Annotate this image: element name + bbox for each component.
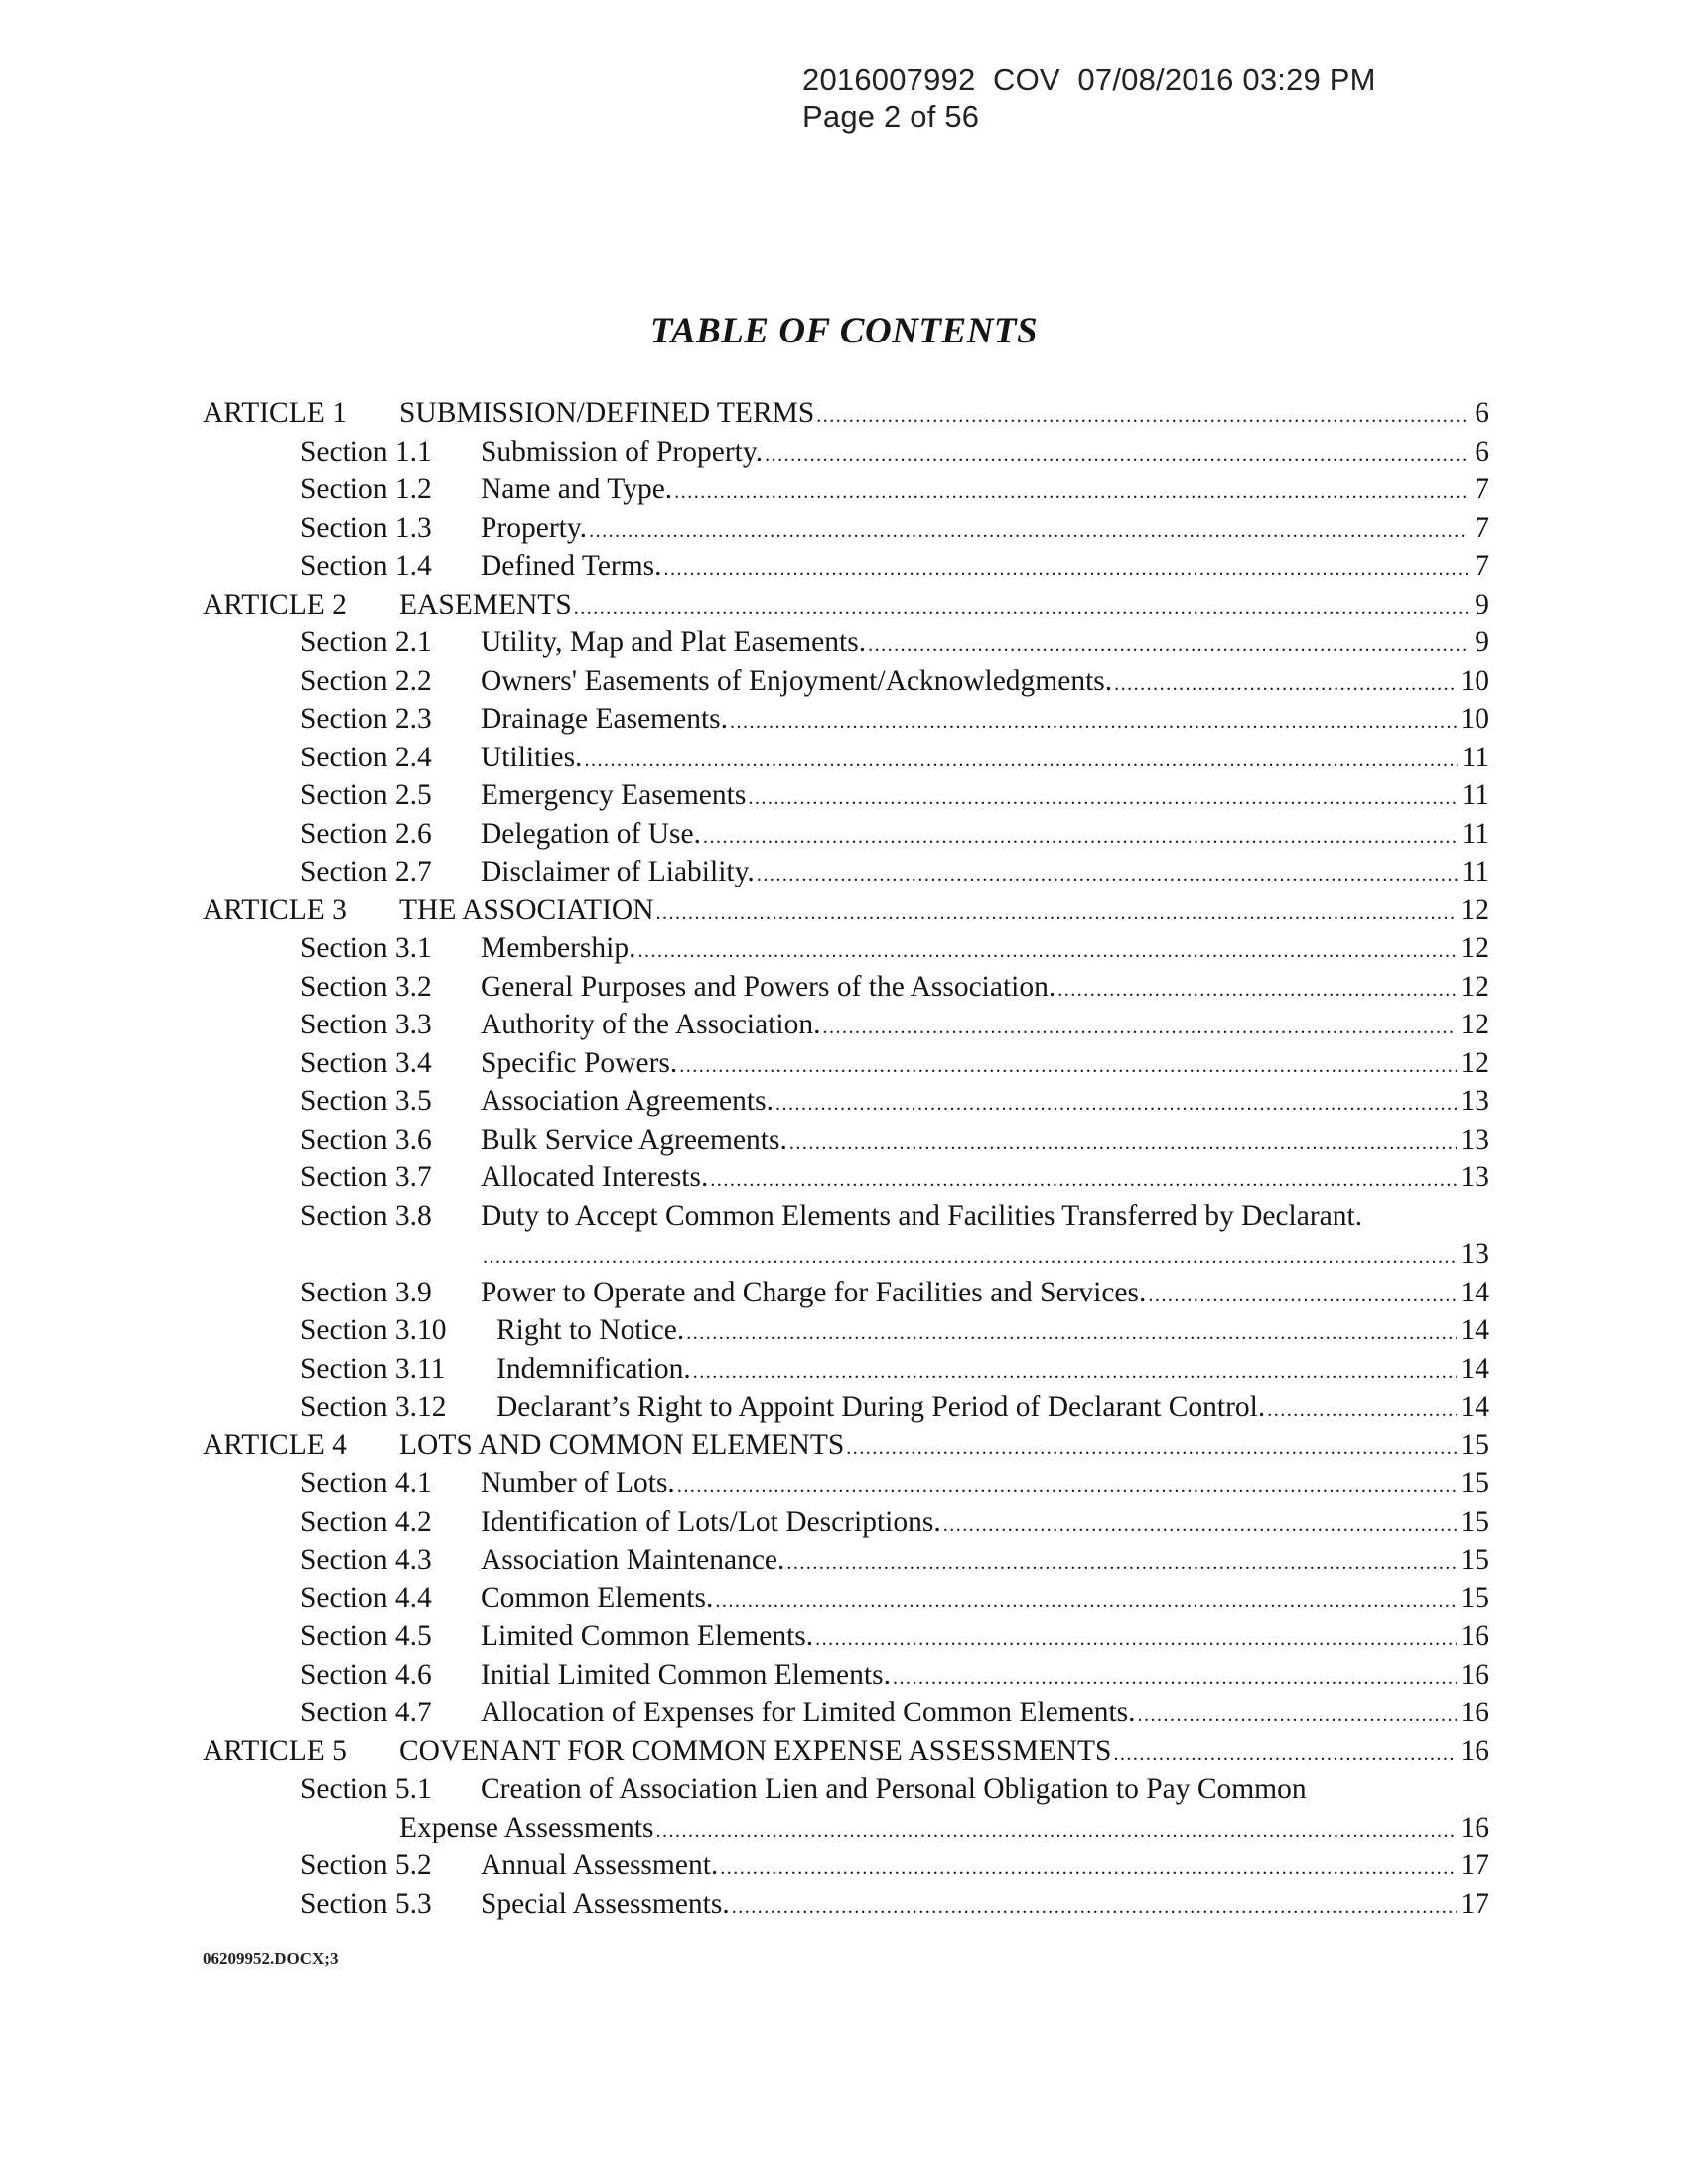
toc-entry-title: COVENANT FOR COMMON EXPENSE ASSESSMENTS (399, 1734, 1112, 1767)
toc-page-number: 14 (1460, 1352, 1489, 1385)
toc-leader-dots (584, 742, 1457, 780)
toc-entry-number: Section 3.1 (300, 932, 432, 964)
toc-entry-number: Section 3.7 (300, 1161, 432, 1193)
toc-page-number: 15 (1460, 1505, 1489, 1538)
toc-entry-title: Number of Lots. (481, 1467, 675, 1499)
toc-section-row (203, 853, 1489, 891)
toc-section-row (203, 929, 1489, 968)
toc-entry-number: Section 4.4 (300, 1581, 432, 1614)
toc-leader-dots (775, 1085, 1457, 1124)
toc-section-row (203, 1770, 1489, 1809)
toc-entry-number: Section 3.10 (300, 1314, 447, 1346)
toc-section-row (203, 1464, 1489, 1503)
toc-section-row (203, 471, 1489, 509)
toc-leader-dots (786, 1544, 1456, 1582)
toc-leader-dots (638, 932, 1457, 971)
toc-entry-title: Submission of Property. (481, 435, 764, 468)
toc-entry-number: Section 2.2 (300, 664, 432, 697)
toc-entry-title: Association Agreements. (481, 1085, 774, 1117)
toc-entry-title: SUBMISSION/DEFINED TERMS (399, 397, 815, 429)
toc-section-row (203, 1350, 1489, 1389)
toc-entry-title: Bulk Service Agreements. (481, 1123, 787, 1156)
toc-entry-number: Section 4.7 (300, 1697, 432, 1728)
toc-continuation-row (203, 1809, 1489, 1847)
toc-page-number: 13 (1460, 1123, 1489, 1156)
toc-entry-number: Section 1.3 (300, 511, 432, 544)
toc-leader-dots (757, 856, 1458, 894)
recording-stamp-line1: 2016007992 COV 07/08/2016 03:29 PM (802, 63, 1376, 97)
toc-entry-title: Specific Powers. (481, 1046, 678, 1079)
toc-section-row (203, 968, 1489, 1007)
toc-page-number: 11 (1461, 817, 1489, 850)
toc-page-number: 13 (1460, 1161, 1489, 1193)
toc-entry-title: Limited Common Elements. (481, 1620, 814, 1652)
toc-section-row (203, 1311, 1489, 1350)
toc-page-number: 11 (1461, 779, 1489, 811)
toc-leader-dots (943, 1506, 1457, 1545)
toc-page-number: 13 (1460, 1238, 1489, 1270)
toc-leader-dots (674, 474, 1468, 512)
toc-page-number: 7 (1475, 550, 1489, 582)
page-title: TABLE OF CONTENTS (649, 311, 1039, 351)
toc-entry-title: Utilities. (481, 741, 583, 773)
toc-leader-dots (1267, 1391, 1456, 1430)
toc-entry-title: Initial Limited Common Elements. (481, 1658, 891, 1691)
toc-page-number: 12 (1460, 970, 1489, 1003)
toc-section-row (203, 1388, 1489, 1427)
toc-section-row (203, 1694, 1489, 1732)
toc-page-number: 17 (1460, 1849, 1489, 1881)
toc-page-number: 16 (1460, 1734, 1489, 1767)
toc-article-row (203, 1427, 1489, 1465)
toc-leader-dots (765, 436, 1468, 475)
toc-leader-dots (655, 1812, 1456, 1850)
toc-section-row (203, 1579, 1489, 1618)
toc-entry-number: Section 2.5 (300, 779, 432, 811)
toc-page-number: 15 (1460, 1581, 1489, 1614)
toc-section-row (203, 1617, 1489, 1656)
toc-entry-title: Name and Type. (481, 474, 673, 505)
toc-entry-number: ARTICLE 5 (203, 1734, 347, 1767)
toc-entry-number: Section 4.3 (300, 1544, 432, 1575)
toc-entry-title: Identification of Lots/Lot Descriptions. (481, 1505, 941, 1538)
recording-stamp (802, 62, 1376, 135)
toc-entry-title: Expense Assessments (399, 1811, 654, 1843)
toc-leader-dots (589, 512, 1468, 551)
toc-entry-number: Section 3.3 (300, 1009, 432, 1040)
toc-entry-title: Allocated Interests. (481, 1161, 709, 1193)
toc-entry-title: Authority of the Association. (481, 1009, 821, 1040)
toc-page-number: 12 (1460, 893, 1489, 926)
toc-page-number: 12 (1460, 932, 1489, 964)
toc-page-number: 9 (1475, 588, 1489, 620)
toc-entry-number: Section 4.1 (300, 1467, 432, 1499)
toc-leader-dots (483, 1238, 1457, 1277)
toc-leader-dots (679, 1047, 1456, 1086)
toc-entry-title: Declarant’s Right to Appoint During Period of Declarant Control. (496, 1391, 1266, 1423)
toc-leader-dots (816, 397, 1468, 436)
toc-page-number: 16 (1460, 1697, 1489, 1728)
toc-page-number: 10 (1460, 664, 1489, 697)
toc-section-row (203, 776, 1489, 815)
toc-page-number: 14 (1460, 1314, 1489, 1346)
toc-page-number: 6 (1475, 435, 1489, 468)
toc-section-row (203, 509, 1489, 548)
toc-page-number: 15 (1460, 1544, 1489, 1575)
toc-leader-dots (789, 1124, 1457, 1162)
toc-entry-title: General Purposes and Powers of the Association. (481, 970, 1056, 1003)
toc-entry-number: ARTICLE 4 (203, 1429, 347, 1461)
toc-entry-title: THE ASSOCIATION (399, 893, 654, 926)
toc-entry-number: Section 3.4 (300, 1046, 432, 1079)
toc-entry-title: Annual Assessment. (481, 1849, 719, 1881)
toc-section-row (203, 700, 1489, 739)
toc-section-row (203, 1006, 1489, 1044)
toc-leader-dots (1057, 971, 1456, 1010)
toc-entry-number: Section 2.1 (300, 626, 432, 658)
toc-entry-title: Association Maintenance. (481, 1544, 785, 1575)
toc-section-row (203, 547, 1489, 586)
toc-entry-number: Section 3.9 (300, 1276, 432, 1308)
toc-entry-number: Section 1.2 (300, 474, 432, 505)
toc-entry-title: Owners' Easements of Enjoyment/Acknowledgments. (481, 664, 1113, 697)
toc-leader-dots (1113, 1735, 1456, 1774)
toc-page-number: 6 (1475, 397, 1489, 429)
toc-page-number: 7 (1475, 511, 1489, 544)
toc-leader-dots (815, 1620, 1456, 1659)
toc-entry-title: Emergency Easements (481, 779, 747, 811)
toc-section-row (203, 739, 1489, 777)
toc-page-number: 12 (1460, 1009, 1489, 1040)
toc-entry-number: Section 3.8 (300, 1199, 432, 1232)
toc-leader-dots (748, 779, 1457, 818)
toc-entry-number: ARTICLE 3 (203, 893, 347, 926)
toc-entry-title: Drainage Easements. (481, 703, 729, 735)
recording-stamp-line2: Page 2 of 56 (802, 99, 980, 134)
toc-leader-dots (686, 1314, 1456, 1353)
toc-entry-number: ARTICLE 2 (203, 588, 347, 620)
toc-leader-dots (656, 894, 1457, 933)
toc-entry-number: Section 5.1 (300, 1773, 432, 1805)
toc-entry-title: Disclaimer of Liability. (481, 856, 755, 887)
toc-page-number: 16 (1460, 1811, 1489, 1843)
toc-entry-title: Utility, Map and Plat Easements. (481, 626, 867, 658)
toc-section-row (203, 1159, 1489, 1197)
toc-entry-number: Section 3.11 (300, 1352, 446, 1385)
toc-page-number: 11 (1461, 741, 1489, 773)
toc-section-row (203, 1197, 1489, 1236)
toc-entry-number: Section 2.7 (300, 856, 432, 887)
toc-section-row (203, 815, 1489, 854)
toc-entry-title: Common Elements. (481, 1581, 714, 1614)
toc-entry-title: Property. (481, 511, 588, 544)
toc-page-number: 15 (1460, 1429, 1489, 1461)
toc-entry-number: Section 3.2 (300, 970, 432, 1003)
toc-leader-dots (893, 1659, 1457, 1698)
toc-entry-title: Right to Notice. (496, 1314, 685, 1346)
toc-entry-number: Section 1.1 (300, 435, 432, 468)
toc-section-row (203, 1656, 1489, 1695)
toc-entry-title: Indemnification. (496, 1352, 691, 1385)
toc-section-row (203, 662, 1489, 701)
toc-entry-number: Section 3.6 (300, 1123, 432, 1156)
toc-entry-number: Section 2.4 (300, 741, 432, 773)
toc-leader-dots (574, 589, 1468, 627)
toc-article-row (203, 586, 1489, 624)
toc-section-row (203, 433, 1489, 472)
toc-article-row (203, 394, 1489, 433)
toc-article-row (203, 1732, 1489, 1771)
toc-entry-title: EASEMENTS (399, 588, 572, 620)
toc-entry-number: Section 3.12 (300, 1391, 447, 1423)
toc-section-row (203, 1885, 1489, 1924)
toc-entry-title: Duty to Accept Common Elements and Facilities Transferred by Declarant. (481, 1199, 1363, 1232)
document-footer-id: 06209952.DOCX;3 (203, 1949, 339, 1968)
toc-entry-title: Defined Terms. (481, 550, 662, 582)
toc-page-number: 13 (1460, 1085, 1489, 1117)
toc-leader-dots (693, 1353, 1457, 1392)
toc-leader-dots (677, 1467, 1457, 1506)
toc-leader-dots (1148, 1277, 1456, 1315)
toc-entry-title: Power to Operate and Charge for Facilities and Services. (481, 1276, 1147, 1308)
toc-leader-dots (720, 1849, 1456, 1888)
toc-entry-title: Special Assessments. (481, 1887, 730, 1920)
toc-section-row (203, 1082, 1489, 1121)
toc-page-number: 10 (1460, 703, 1489, 735)
toc-leader-dots (732, 1888, 1457, 1927)
toc-leader-dots (703, 818, 1458, 857)
toc-entry-number: Section 2.3 (300, 703, 432, 735)
toc-section-row (203, 1274, 1489, 1312)
toc-section-row (203, 1846, 1489, 1885)
toc-continuation-row (203, 1235, 1489, 1274)
toc-entry-number: Section 4.2 (300, 1505, 432, 1538)
toc-entry-number: Section 4.5 (300, 1620, 432, 1652)
toc-section-row (203, 1044, 1489, 1083)
table-of-contents (203, 394, 1489, 1923)
toc-page-number: 16 (1460, 1620, 1489, 1652)
toc-entry-title: Allocation of Expenses for Limited Common Elements. (481, 1697, 1136, 1728)
toc-entry-number: Section 5.2 (300, 1849, 432, 1881)
toc-entry-number: Section 1.4 (300, 550, 432, 582)
toc-page-number: 12 (1460, 1046, 1489, 1079)
toc-entry-number: Section 4.6 (300, 1658, 432, 1691)
toc-section-row (203, 1121, 1489, 1160)
toc-page-number: 15 (1460, 1467, 1489, 1499)
toc-leader-dots (730, 703, 1456, 742)
toc-entry-title: LOTS AND COMMON ELEMENTS (399, 1429, 845, 1461)
toc-entry-title: Membership. (481, 932, 636, 964)
toc-entry-title: Delegation of Use. (481, 817, 701, 850)
toc-leader-dots (823, 1009, 1457, 1047)
toc-leader-dots (846, 1430, 1456, 1468)
toc-entry-title: Creation of Association Lien and Personal Obligation to Pay Common (481, 1773, 1307, 1805)
toc-entry-number: Section 3.5 (300, 1085, 432, 1117)
toc-section-row (203, 1503, 1489, 1542)
toc-page-number: 7 (1475, 474, 1489, 505)
toc-entry-number: ARTICLE 1 (203, 397, 347, 429)
toc-leader-dots (664, 550, 1468, 589)
toc-entry-number: Section 2.6 (300, 817, 432, 850)
toc-page-number: 17 (1460, 1887, 1489, 1920)
toc-page-number: 16 (1460, 1658, 1489, 1691)
toc-page-number: 14 (1460, 1391, 1489, 1423)
toc-page-number: 11 (1461, 856, 1489, 887)
toc-page-number: 14 (1460, 1276, 1489, 1308)
toc-leader-dots (715, 1582, 1456, 1621)
toc-leader-dots (1138, 1697, 1457, 1735)
toc-section-row (203, 623, 1489, 662)
toc-entry-number: Section 5.3 (300, 1887, 432, 1920)
toc-leader-dots (710, 1161, 1456, 1200)
toc-leader-dots (1114, 665, 1456, 704)
toc-page-number: 9 (1475, 626, 1489, 658)
toc-article-row (203, 891, 1489, 930)
toc-leader-dots (868, 626, 1468, 665)
toc-section-row (203, 1541, 1489, 1579)
